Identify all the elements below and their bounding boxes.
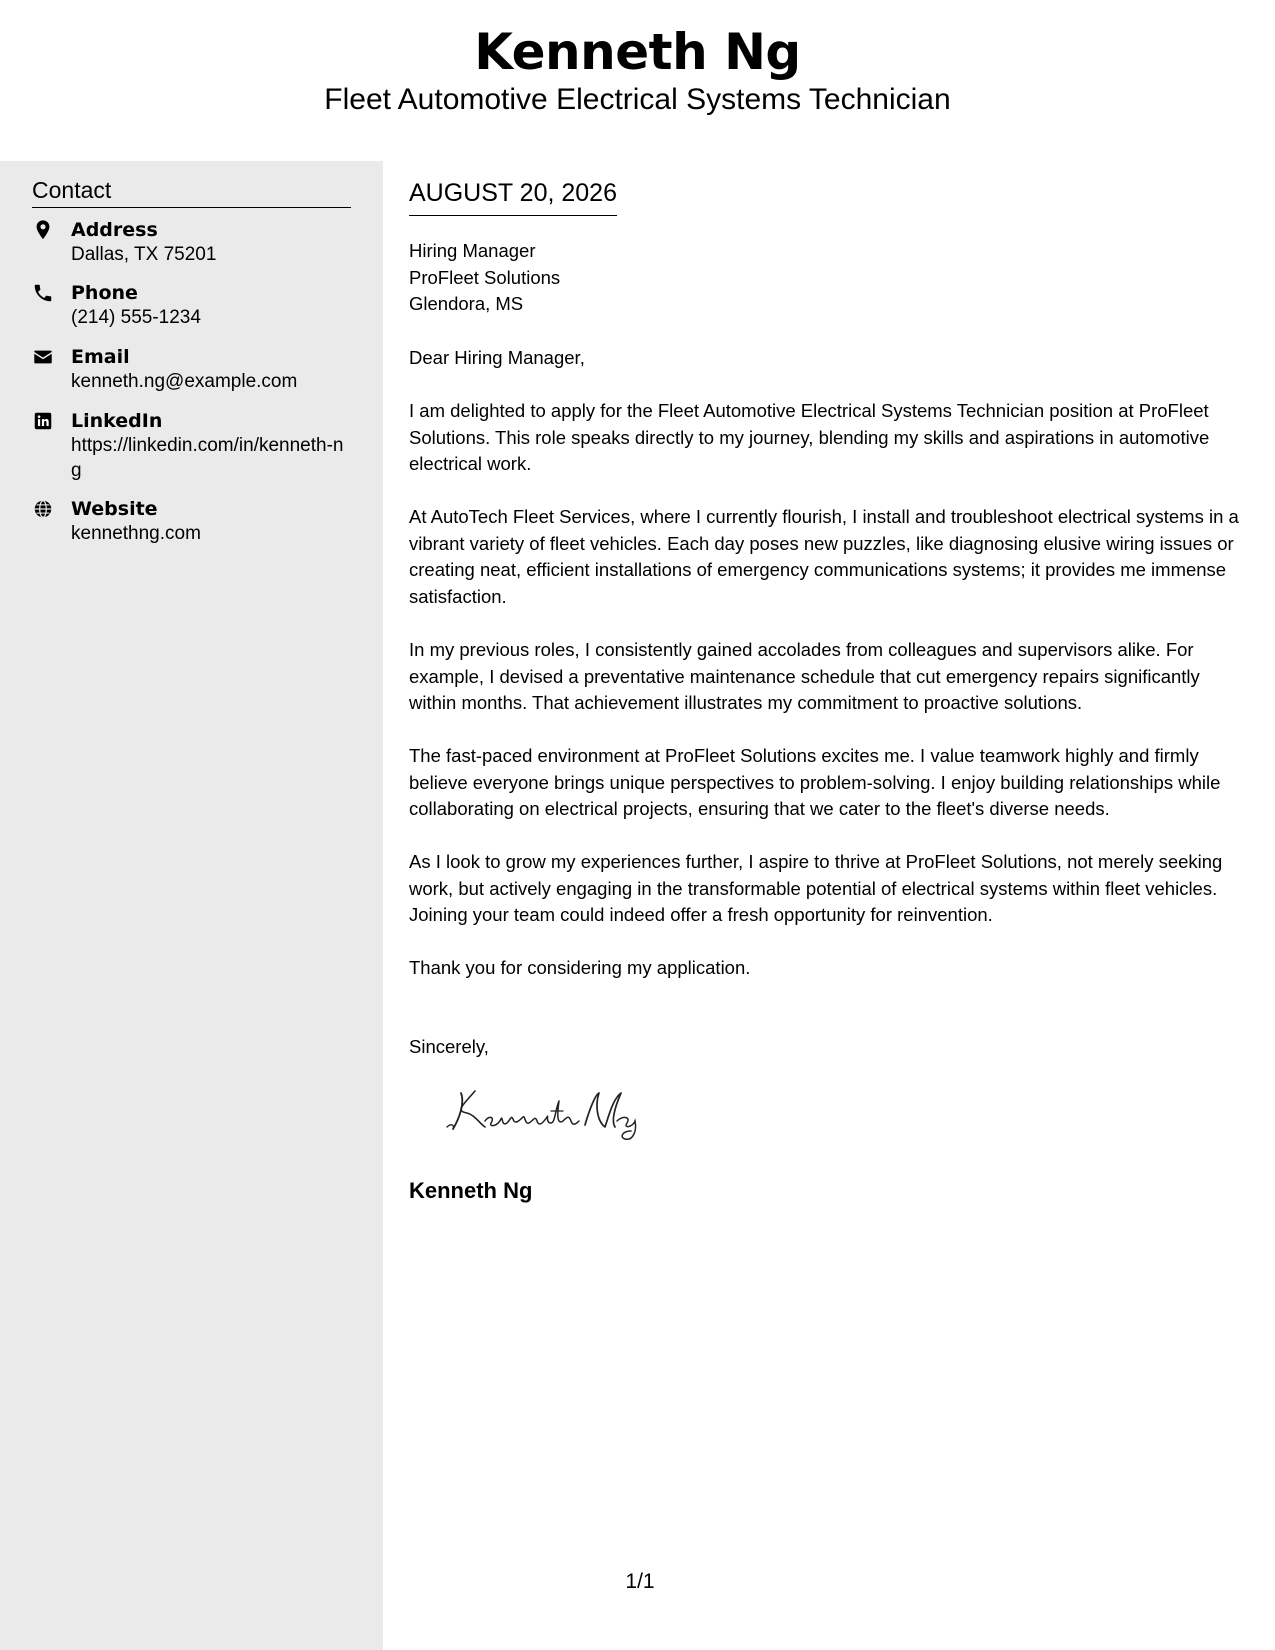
header-job-title: Fleet Automotive Electrical Systems Technician: [324, 83, 951, 116]
paragraph: As I look to grow my experiences further, I aspire to thrive at ProFleet Solutions, not merely seeking work, but actively engaging in the transformable potential of electrical systems within fleet vehicles. Joining your team could indeed offer a fresh opportunity for reinvention.: [409, 851, 1223, 925]
contact-label: Website: [71, 498, 158, 520]
envelope-icon: [32, 346, 54, 368]
closing: Sincerely,: [409, 1036, 489, 1057]
globe-icon: [32, 498, 54, 520]
website-value[interactable]: kennethng.com: [71, 523, 201, 544]
email-value: kenneth.ng@example.com: [71, 371, 298, 392]
paragraph: In my previous roles, I consistently gained accolades from colleagues and supervisors alike. For example, I devised a preventative maintenance schedule that cut emergency repairs significantly within months. That achievement illustrates my commitment to proactive solutions.: [409, 639, 1200, 713]
linkedin-value[interactable]: https://linkedin.com/in/kenneth-ng: [71, 435, 344, 481]
signer-name: Kenneth Ng: [409, 1178, 533, 1203]
header-name: Kenneth Ng: [474, 23, 801, 81]
map-pin-icon: [32, 219, 54, 241]
contact-heading: Contact: [32, 175, 351, 208]
sidebar: [0, 161, 383, 1650]
address-value: Dallas, TX 75201: [71, 244, 217, 265]
paragraph: Thank you for considering my application.: [409, 957, 751, 978]
paragraph: The fast-paced environment at ProFleet Solutions excites me. I value teamwork highly and firmly believe everyone brings unique perspectives to problem-solving. I enjoy building relationships while collaborating on electrical projects, ensuring that we cater to the fleet's diverse needs.: [409, 745, 1221, 819]
recipient-block: [409, 238, 1239, 318]
paragraph: At AutoTech Fleet Services, where I currently flourish, I install and troubleshoot electrical systems in a vibrant variety of fleet vehicles. Each day poses new puzzles, like diagnosing elusive wiring issues or creating neat, efficient installations of emergency communications systems; it provides me immense satisfaction.: [409, 506, 1239, 607]
recipient-line: Glendora, MS: [409, 293, 524, 314]
letter-date: AUGUST 20, 2026: [409, 177, 617, 216]
recipient-line: ProFleet Solutions: [409, 266, 561, 288]
handwritten-signature: [445, 1081, 645, 1141]
phone-value: (214) 555-1234: [71, 307, 201, 328]
linkedin-icon: [32, 410, 54, 432]
contact-label: LinkedIn: [71, 410, 163, 432]
salutation: Dear Hiring Manager,: [409, 347, 585, 368]
recipient-line: Hiring Manager: [409, 240, 536, 261]
contact-label: Email: [71, 346, 130, 368]
page-number: 1/1: [625, 1570, 655, 1593]
phone-icon: [32, 282, 54, 304]
paragraph: I am delighted to apply for the Fleet Automotive Electrical Systems Technician position at ProFleet Solutions. This role speaks directly to my journey, blending my skills and aspirations in automotive electrical work.: [409, 400, 1210, 474]
contact-label: Phone: [71, 282, 138, 304]
contact-label: Address: [71, 219, 158, 241]
header: [0, 0, 1275, 161]
